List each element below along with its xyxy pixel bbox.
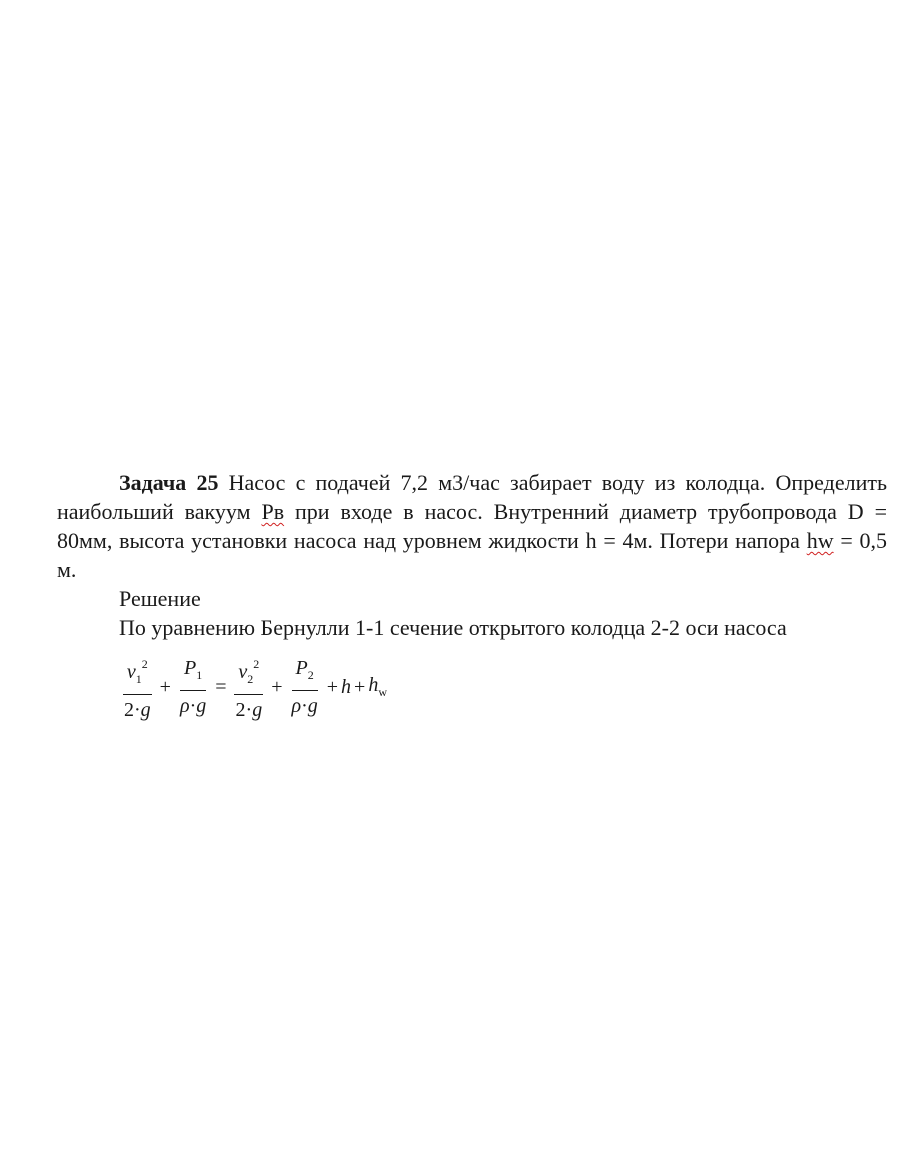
fraction-v1-sq: $\frac{v_1^2}{2\cdot g}$ xyxy=(120,652,155,722)
solution-heading: Решение xyxy=(119,586,201,611)
problem-text-2: при входе в насос. Внутренний диаметр трубопровода D = 80мм, высота установки насоса над уровнем жидкости h = 4м. Потери напора xyxy=(57,499,887,553)
plus-sign: + xyxy=(354,675,366,698)
fraction-v2-sq: $\frac{v_2^2}{2\cdot g}$ xyxy=(232,652,267,722)
problem-title: Задача 25 xyxy=(119,470,219,495)
solution-line: По уравнению Бернулли 1-1 сечение открытого колодца 2-2 оси насоса xyxy=(119,615,787,640)
pv-term: Рв xyxy=(261,499,285,524)
bernoulli-formula xyxy=(118,652,387,722)
hw-formula-term: $h_w$ xyxy=(368,674,387,699)
problem-text-1: Насос с подачей 7,2 м3/час забирает воду из колодца. Определить наибольший вакуум xyxy=(57,470,887,524)
plus-sign: + xyxy=(326,675,339,698)
fraction-p2: $\frac{P_2}{\rho\cdot g}$ xyxy=(291,657,318,717)
problem-block xyxy=(57,468,887,642)
equals-sign: = xyxy=(215,675,227,698)
problem-text-3: = 0,5 м. xyxy=(57,528,887,582)
hw-term: hw xyxy=(806,528,834,553)
plus-sign: + xyxy=(271,675,283,698)
fraction-p1: $\frac{P_1}{\rho\cdot g}$ xyxy=(179,657,207,717)
h-term: h xyxy=(341,675,352,698)
problem-statement xyxy=(57,468,887,584)
plus-sign: + xyxy=(159,675,171,698)
